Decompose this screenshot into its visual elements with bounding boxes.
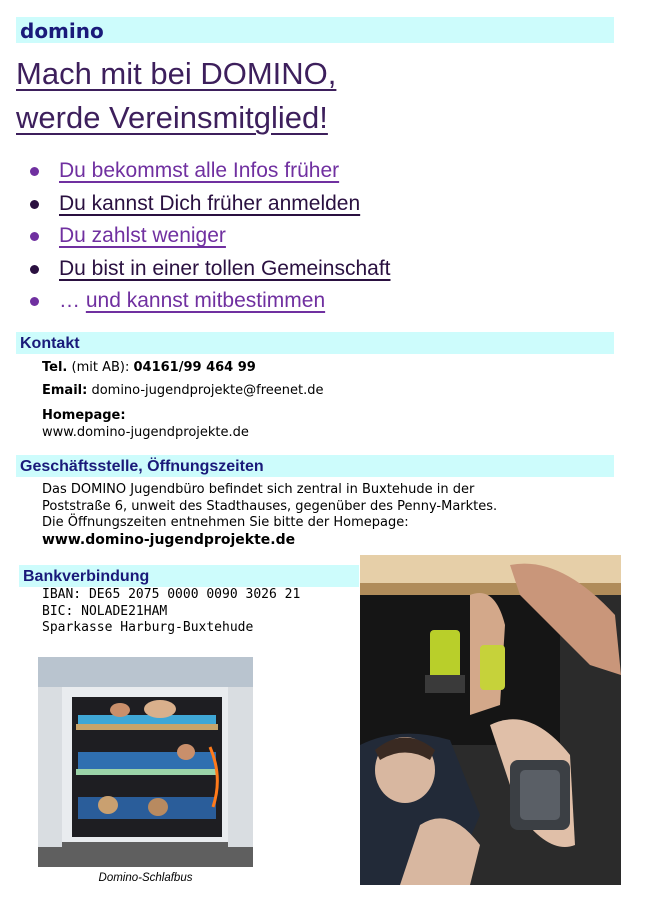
office-line-2: Poststraße 6, unweit des Stadthauses, gegenüber des Penny-Marktes. <box>42 498 498 514</box>
brand-bar <box>16 17 614 43</box>
benefit-link[interactable]: Du zahlst weniger <box>59 224 226 247</box>
phone-note: (mit AB): <box>71 360 130 375</box>
sleeping-bus-image <box>38 657 253 867</box>
workshop-photo <box>360 555 621 885</box>
benefit-link[interactable]: und kannst mitbestimmen <box>85 289 326 312</box>
page-title <box>16 52 576 140</box>
bank-iban: IBAN: DE65 2075 0000 0090 3026 21 <box>42 587 301 602</box>
list-item <box>30 188 391 221</box>
bank-heading: Bankverbindung <box>23 568 150 585</box>
bank-details <box>42 587 300 637</box>
bank-bic: BIC: NOLADE21HAM <box>42 603 168 619</box>
benefit-prefix: … <box>59 289 80 312</box>
bus-photo-caption: Domino-Schlafbus <box>98 872 193 884</box>
office-line-1: Das DOMINO Jugendbüro befindet sich zentral in Buxtehude in der <box>42 482 475 497</box>
office-line-3: Die Öffnungszeiten entnehmen Sie bitte der Homepage: <box>42 515 409 530</box>
bank-heading-bar <box>19 565 359 587</box>
list-item <box>30 220 391 253</box>
sleeping-bus-photo <box>38 657 253 867</box>
benefit-link[interactable]: Du bekommst alle Infos früher <box>59 159 340 182</box>
bullet-icon <box>30 297 39 306</box>
headline-line-1: Mach mit bei DOMINO, <box>16 56 337 91</box>
office-heading: Geschäftsstelle, Öffnungszeiten <box>20 458 264 475</box>
headline-line-2: werde Vereinsmitglied! <box>16 100 328 135</box>
list-item <box>30 253 391 286</box>
benefit-link[interactable]: Du bist in einer tollen Gemeinschaft <box>59 256 391 280</box>
bullet-icon <box>30 200 39 209</box>
office-text <box>42 482 497 549</box>
contact-phone <box>42 360 256 377</box>
contact-email <box>42 383 324 400</box>
list-item <box>30 285 391 318</box>
office-heading-bar <box>16 455 614 477</box>
homepage-url[interactable]: www.domino-jugendprojekte.de <box>42 424 249 440</box>
workshop-image <box>360 555 621 885</box>
phone-number[interactable]: 04161/99 464 99 <box>133 360 256 375</box>
bullet-icon <box>30 167 39 176</box>
bullet-icon <box>30 265 39 274</box>
benefits-list <box>30 155 391 318</box>
bullet-icon <box>30 232 39 241</box>
bank-name: Sparkasse Harburg-Buxtehude <box>42 620 254 635</box>
contact-homepage <box>42 408 249 441</box>
list-item <box>30 155 391 188</box>
brand-name: domino <box>20 19 104 43</box>
email-address[interactable]: domino-jugendprojekte@freenet.de <box>91 383 324 398</box>
benefit-link[interactable]: Du kannst Dich früher anmelden <box>59 191 361 215</box>
homepage-label: Homepage: <box>42 408 126 423</box>
office-homepage-url[interactable]: www.domino-jugendprojekte.de <box>42 531 296 548</box>
email-label: Email: <box>42 383 88 398</box>
contact-heading: Kontakt <box>20 335 80 352</box>
contact-heading-bar <box>16 332 614 354</box>
phone-label: Tel. <box>42 360 68 375</box>
